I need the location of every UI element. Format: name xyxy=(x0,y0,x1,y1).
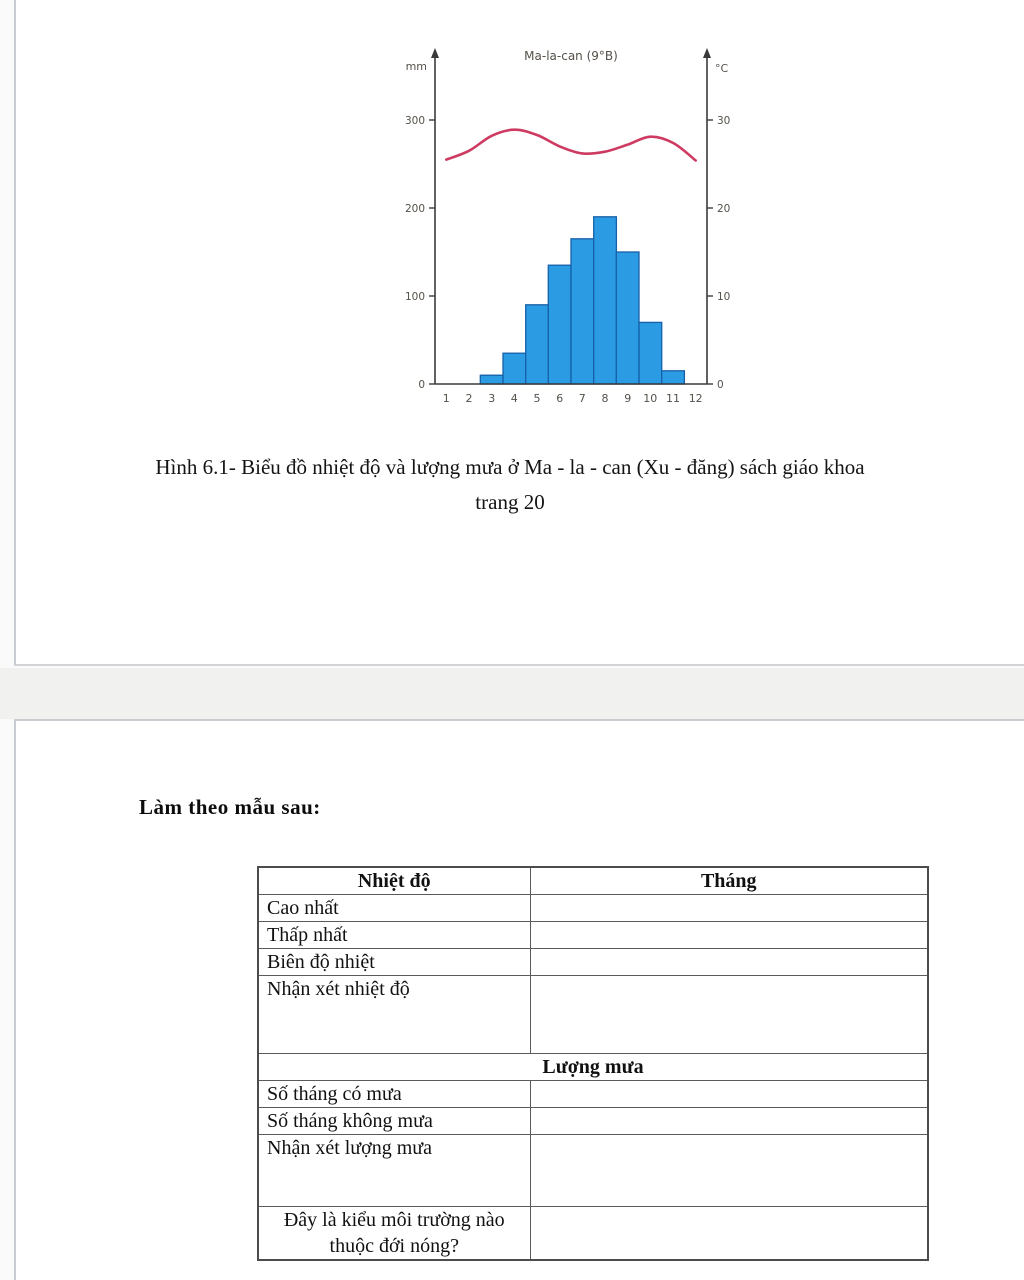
right-tick-label: 30 xyxy=(717,115,731,127)
month-label-1: 1 xyxy=(442,392,450,405)
row-label-dry-months: Số tháng không mưa xyxy=(258,1108,530,1135)
blank-cell xyxy=(530,949,928,976)
month-label-6: 6 xyxy=(556,392,564,405)
row-label-amplitude: Biên độ nhiệt xyxy=(258,949,530,976)
rain-bar-month-11 xyxy=(662,371,685,384)
climate-chart xyxy=(395,40,743,418)
rain-bar-month-10 xyxy=(639,322,662,384)
blank-cell xyxy=(530,1135,928,1207)
right-tick-label: 10 xyxy=(717,291,731,303)
month-label-12: 12 xyxy=(688,392,703,405)
row-label-highest: Cao nhất xyxy=(258,895,530,922)
figure-panel xyxy=(14,0,1024,666)
rain-bar-month-3 xyxy=(480,375,503,384)
section-heading: Làm theo mẫu sau: xyxy=(139,795,321,819)
axis-arrow-icon xyxy=(703,48,711,58)
figure-caption-line2: trang 20 xyxy=(475,489,545,514)
col-header-month: Tháng xyxy=(530,867,928,895)
rain-bar-month-9 xyxy=(616,252,639,384)
climate-chart-svg xyxy=(395,40,743,418)
month-label-10: 10 xyxy=(643,392,658,405)
month-label-11: 11 xyxy=(666,392,680,405)
rain-bar-month-5 xyxy=(526,305,549,384)
row-label-environment-question: Đây là kiểu môi trường nào thuộc đới nóng? xyxy=(258,1207,530,1261)
figure-caption xyxy=(16,450,1004,519)
month-label-3: 3 xyxy=(488,392,496,405)
right-axis-unit: °C xyxy=(715,62,729,75)
col-header-temperature: Nhiệt độ xyxy=(258,867,530,895)
rain-bar-month-7 xyxy=(571,239,594,384)
right-tick-label: 0 xyxy=(717,379,724,391)
month-label-4: 4 xyxy=(510,392,518,405)
temperature-line xyxy=(446,130,695,161)
rain-bar-month-8 xyxy=(594,217,617,384)
rainfall-section-header: Lượng mưa xyxy=(258,1054,928,1081)
blank-cell xyxy=(530,922,928,949)
rain-bar-month-6 xyxy=(548,265,571,384)
left-tick-label: 100 xyxy=(404,291,425,303)
rain-bar-month-4 xyxy=(503,353,526,384)
row-label-temp-remark: Nhận xét nhiệt độ xyxy=(258,976,530,1054)
row-label-lowest: Thấp nhất xyxy=(258,922,530,949)
worksheet-table xyxy=(257,866,929,1261)
blank-cell xyxy=(530,1108,928,1135)
right-tick-label: 20 xyxy=(717,203,731,215)
left-tick-label: 0 xyxy=(418,379,425,391)
left-axis-unit: mm xyxy=(405,60,427,73)
blank-cell xyxy=(530,895,928,922)
month-label-5: 5 xyxy=(533,392,541,405)
month-label-7: 7 xyxy=(578,392,586,405)
panel-divider xyxy=(0,668,1024,719)
figure-caption-line1: Hình 6.1- Biểu đồ nhiệt độ và lượng mưa ở Ma - la - can (Xu - đăng) sách giáo khoa xyxy=(155,455,865,479)
row-label-rain-months: Số tháng có mưa xyxy=(258,1081,530,1108)
blank-cell xyxy=(530,1081,928,1108)
left-tick-label: 200 xyxy=(404,203,425,215)
month-label-8: 8 xyxy=(601,392,609,405)
row-label-rain-remark: Nhận xét lượng mưa xyxy=(258,1135,530,1207)
rainfall-bars xyxy=(480,217,684,384)
chart-title: Ma-la-can (9°B) xyxy=(524,49,618,63)
month-label-2: 2 xyxy=(465,392,473,405)
axis-arrow-icon xyxy=(431,48,439,58)
blank-cell xyxy=(530,976,928,1054)
blank-cell xyxy=(530,1207,928,1261)
month-label-9: 9 xyxy=(624,392,632,405)
month-labels xyxy=(443,392,703,405)
left-tick-label: 300 xyxy=(404,115,425,127)
worksheet-panel xyxy=(14,719,1024,1280)
